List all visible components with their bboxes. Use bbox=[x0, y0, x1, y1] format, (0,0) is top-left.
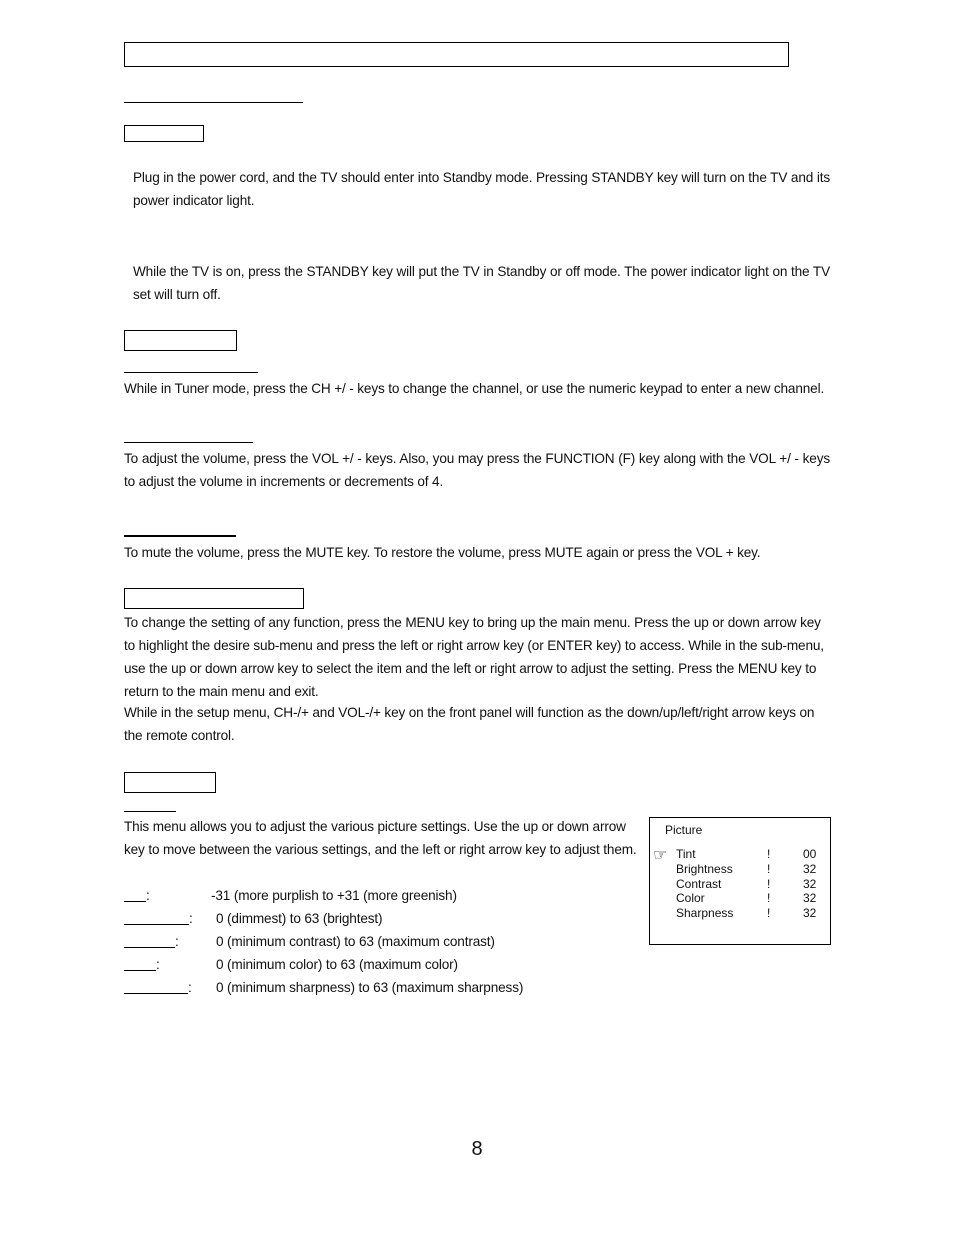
osd-row-tint bbox=[650, 847, 830, 862]
spec-row-sharpness bbox=[124, 978, 544, 998]
menu-operation-paragraph-2: While in the setup menu, CH-/+ and VOL-/+ key on the front panel will function as the down/up/left/right arrow keys on the remote control. bbox=[124, 705, 815, 743]
spec-value: -31 (more purplish to +31 (more greenish) bbox=[211, 888, 457, 903]
spec-value: 0 (minimum contrast) to 63 (maximum contrast) bbox=[216, 934, 495, 949]
osd-row-value: 00 bbox=[803, 847, 817, 861]
spec-label-blank bbox=[124, 955, 156, 971]
osd-row-value: 32 bbox=[803, 906, 817, 920]
spec-value: 0 (minimum color) to 63 (maximum color) bbox=[216, 957, 458, 972]
spec-value: 0 (minimum sharpness) to 63 (maximum sharpness) bbox=[216, 980, 524, 995]
spec-value: 0 (dimmest) to 63 (brightest) bbox=[216, 911, 383, 926]
pointing-hand-icon: ☞ bbox=[653, 847, 668, 864]
osd-row-label: Sharpness bbox=[676, 906, 734, 920]
channel-paragraph: While in Tuner mode, press the CH +/ - keys to change the channel, or use the numeric keypad to enter a new channel. bbox=[124, 381, 825, 396]
osd-row-color bbox=[650, 891, 830, 906]
picture-intro-paragraph: This menu allows you to adjust the various picture settings. Use the up or down arrow key to move between the various settings, and the left or right arrow key to adjust them. bbox=[124, 819, 637, 857]
channel-heading-underline bbox=[124, 372, 258, 373]
volume-paragraph: To adjust the volume, press the VOL +/ - keys. Also, you may press the FUNCTION (F) key along with the VOL +/ - keys to adjust the volume in increments or decrements of 4. bbox=[124, 451, 830, 489]
chapter-underline bbox=[124, 102, 303, 103]
osd-row-label: Contrast bbox=[676, 877, 722, 891]
page-number: 8 bbox=[471, 1138, 483, 1160]
spec-label-blank bbox=[124, 932, 175, 948]
picture-menu-box bbox=[124, 772, 216, 793]
osd-row-value: 32 bbox=[803, 862, 817, 876]
spec-row-brightness bbox=[124, 909, 544, 929]
spec-row-color bbox=[124, 955, 544, 975]
osd-picture-menu bbox=[649, 817, 831, 945]
spec-colon: : bbox=[175, 934, 179, 949]
osd-row-label: Brightness bbox=[676, 862, 733, 876]
spec-row-contrast bbox=[124, 932, 544, 952]
osd-row-value: 32 bbox=[803, 891, 817, 905]
spec-row-tint bbox=[124, 886, 544, 906]
spec-label-blank bbox=[124, 978, 188, 994]
osd-row-bar: ! bbox=[767, 891, 771, 905]
spec-colon: : bbox=[146, 888, 150, 903]
volume-heading-underline bbox=[124, 442, 253, 443]
power-on-paragraph: Plug in the power cord, and the TV should enter into Standby mode. Pressing STANDBY key will turn on the TV and its power indicator light. bbox=[133, 170, 830, 208]
picture-heading-underline bbox=[124, 811, 176, 812]
osd-row-label: Color bbox=[676, 891, 705, 905]
osd-row-brightness bbox=[650, 862, 830, 877]
page-header-box bbox=[124, 42, 789, 67]
spec-label-blank bbox=[124, 909, 189, 925]
osd-row-contrast bbox=[650, 877, 830, 892]
power-off-paragraph: While the TV is on, press the STANDBY key will put the TV in Standby or off mode. The power indicator light on the TV set will turn off. bbox=[133, 264, 830, 302]
menu-operation-box bbox=[124, 588, 304, 609]
osd-row-bar: ! bbox=[767, 847, 771, 861]
osd-row-label: Tint bbox=[676, 847, 696, 861]
spec-colon: : bbox=[189, 911, 193, 926]
spec-colon: : bbox=[188, 980, 192, 995]
basic-operation-box bbox=[124, 330, 237, 351]
power-section-box bbox=[124, 125, 204, 142]
osd-row-sharpness bbox=[650, 906, 830, 921]
menu-operation-paragraph-1: To change the setting of any function, press the MENU key to bring up the main menu. Press the up or down arrow key to highlight the desire sub-menu and press the left or right arrow key (or ENTER key) to access. While in the sub-menu, use the up or down arrow key to select the item and the left or right arrow to adjust the setting. Press the MENU key to return to the main menu and exit. bbox=[124, 615, 824, 699]
mute-heading-underline bbox=[124, 535, 236, 537]
spec-colon: : bbox=[156, 957, 160, 972]
osd-row-bar: ! bbox=[767, 862, 771, 876]
osd-row-bar: ! bbox=[767, 877, 771, 891]
mute-paragraph: To mute the volume, press the MUTE key. To restore the volume, press MUTE again or press the VOL + key. bbox=[124, 545, 761, 560]
osd-row-bar: ! bbox=[767, 906, 771, 920]
spec-label-blank bbox=[124, 886, 146, 902]
osd-menu-title: Picture bbox=[665, 823, 703, 837]
osd-row-value: 32 bbox=[803, 877, 817, 891]
